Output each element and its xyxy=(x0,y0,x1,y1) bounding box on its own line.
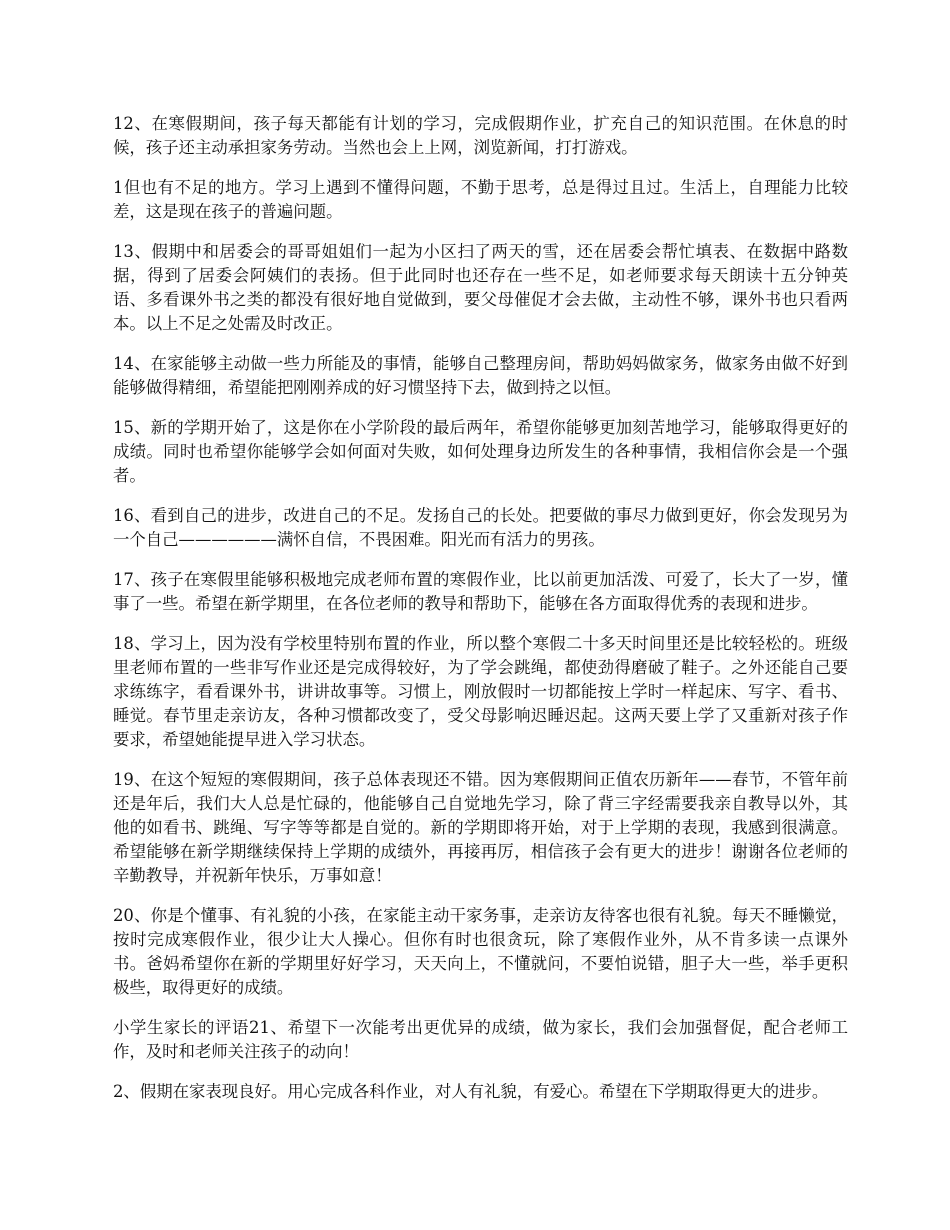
paragraph-12: 12、在寒假期间，孩子每天都能有计划的学习，完成假期作业，扩充自己的知识范围。在休息的时候，孩子还主动承担家务劳动。当然也会上上网，浏览新闻，打打游戏。 xyxy=(113,114,848,157)
paragraph-2: 2、假期在家表现良好。用心完成各科作业，对人有礼貌，有爱心。希望在下学期取得更大的进步。 xyxy=(113,1082,829,1101)
paragraph-13: 13、假期中和居委会的哥哥姐姐们一起为小区扫了两天的雪，还在居委会帮忙填表、在数据中路数据，得到了居委会阿姨们的表扬。但于此同时也还存在一些不足，如老师要求每天朗读十五分钟英语、多看课外书之类的都没有很好地自觉做到，要父母催促才会去做，主动性不够，课外书也只看两本。以上不足之处需及时改正。 xyxy=(113,242,848,333)
paragraph-15: 15、新的学期开始了，这是你在小学阶段的最后两年，希望你能够更加刻苦地学习，能够取得更好的成绩。同时也希望你能够学会如何面对失败，如何处理身边所发生的各种事情，我相信你会是一个强者。 xyxy=(113,418,848,485)
paragraph-shortcomings: 1但也有不足的地方。学习上遇到不懂得问题，不勤于思考，总是得过且过。生活上，自理能力比较差，这是现在孩子的普遍问题。 xyxy=(113,178,848,221)
paragraph-17: 17、孩子在寒假里能够积极地完成老师布置的寒假作业，比以前更加活泼、可爱了，长大了一岁，懂事了一些。希望在新学期里，在各位老师的教导和帮助下，能够在各方面取得优秀的表现和进步。 xyxy=(113,570,848,613)
paragraph-21: 小学生家长的评语21、希望下一次能考出更优异的成绩，做为家长，我们会加强督促，配合老师工作，及时和老师关注孩子的动向！ xyxy=(113,1018,848,1061)
paragraph-20: 20、你是个懂事、有礼貌的小孩，在家能主动干家务事，走亲访友待客也很有礼貌。每天不睡懒觉，按时完成寒假作业，很少让大人操心。但你有时也很贪玩，除了寒假作业外，从不肯多读一点课外书。爸妈希望你在新的学期里好好学习，天天向上，不懂就问，不要怕说错，胆子大一些，举手更积极些，取得更好的成绩。 xyxy=(113,906,848,997)
paragraph-16: 16、看到自己的进步，改进自己的不足。发扬自己的长处。把要做的事尽力做到更好，你会发现另为一个自己——————满怀自信，不畏困难。阳光而有活力的男孩。 xyxy=(113,506,848,549)
paragraph-18: 18、学习上，因为没有学校里特别布置的作业，所以整个寒假二十多天时间里还是比较轻松的。班级里老师布置的一些非写作业还是完成得较好，为了学会跳绳，都使劲得磨破了鞋子。之外还能自己要求练练字，看看课外书，讲讲故事等。习惯上，刚放假时一切都能按上学时一样起床、写字、看书、睡觉。春节里走亲访友，各种习惯都改变了，受父母影响迟睡迟起。这两天要上学了又重新对孩子作要求，希望她能提早进入学习状态。 xyxy=(113,634,848,749)
paragraph-19: 19、在这个短短的寒假期间，孩子总体表现还不错。因为寒假期间正值农历新年——春节，不管年前还是年后，我们大人总是忙碌的，他能够自己自觉地先学习，除了背三字经需要我亲自教导以外，其他的如看书、跳绳、写字等等都是自觉的。新的学期即将开始，对于上学期的表现，我感到很满意。希望能够在新学期继续保持上学期的成绩外，再接再厉，相信孩子会有更大的进步！谢谢各位老师的辛勤教导，并祝新年快乐，万事如意！ xyxy=(113,770,848,885)
paragraph-14: 14、在家能够主动做一些力所能及的事情，能够自己整理房间，帮助妈妈做家务，做家务由做不好到能够做得精细，希望能把刚刚养成的好习惯坚持下去，做到持之以恒。 xyxy=(113,354,848,397)
document-body xyxy=(113,112,848,1120)
